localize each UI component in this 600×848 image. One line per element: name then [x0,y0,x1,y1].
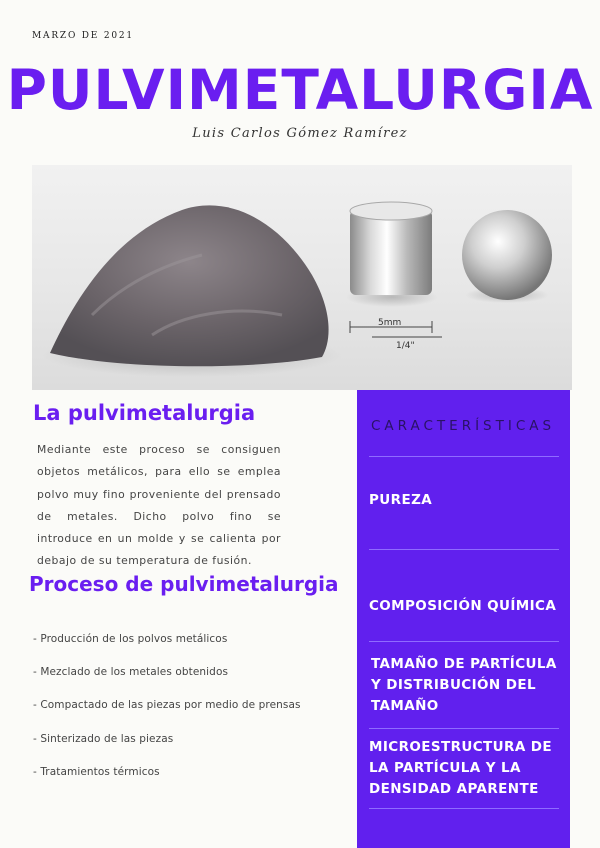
divider [369,549,559,550]
scale-label-imperial: 1/4" [396,341,415,351]
process-step: - Tratamientos térmicos [33,766,160,778]
issue-date: MARZO DE 2021 [32,31,134,41]
characteristic-particle-size: TAMAÑO DE PARTÍCULA Y DISTRIBUCIÓN DEL TAMAÑO [371,656,557,714]
process-step: - Sinterizado de las piezas [33,733,174,745]
divider [369,808,559,809]
process-heading: Proceso de pulvimetalurgia [29,572,339,596]
author-name: Luis Carlos Gómez Ramírez [192,126,408,141]
divider [369,641,559,642]
characteristic-purity: PUREZA [369,492,433,508]
process-step: - Compactado de las piezas por medio de prensas [33,699,301,711]
divider [369,456,559,457]
powder-pile [50,205,329,366]
intro-paragraph: Mediante este proceso se consiguen objetos metálicos, para ello se emplea polvo muy fino proveniente del prensado de metales. Dicho polvo fino se introduce en un molde y se calienta por debajo de su temperatura de fusión. [37,443,281,568]
characteristics-heading: CARACTERÍSTICAS [371,418,556,434]
process-step: - Producción de los polvos metálicos [33,633,228,645]
divider [369,728,559,729]
metal-sphere [462,210,552,300]
characteristic-chemical-composition: COMPOSICIÓN QUÍMICA [369,598,557,614]
powder-and-pellets-illustration [32,165,572,390]
hero-photo-metal-powder [32,165,572,390]
process-step: - Mezclado de los metales obtenidos [33,666,229,678]
intro-heading: La pulvimetalurgia [33,401,256,425]
metal-cylinder [350,210,432,295]
scale-label-metric: 5mm [378,318,402,328]
document-title: PULVIMETALURGIA [6,58,594,122]
characteristic-microstructure: MICROESTRUCTURA DE LA PARTÍCULA Y LA DENSIDAD APARENTE [369,739,552,797]
